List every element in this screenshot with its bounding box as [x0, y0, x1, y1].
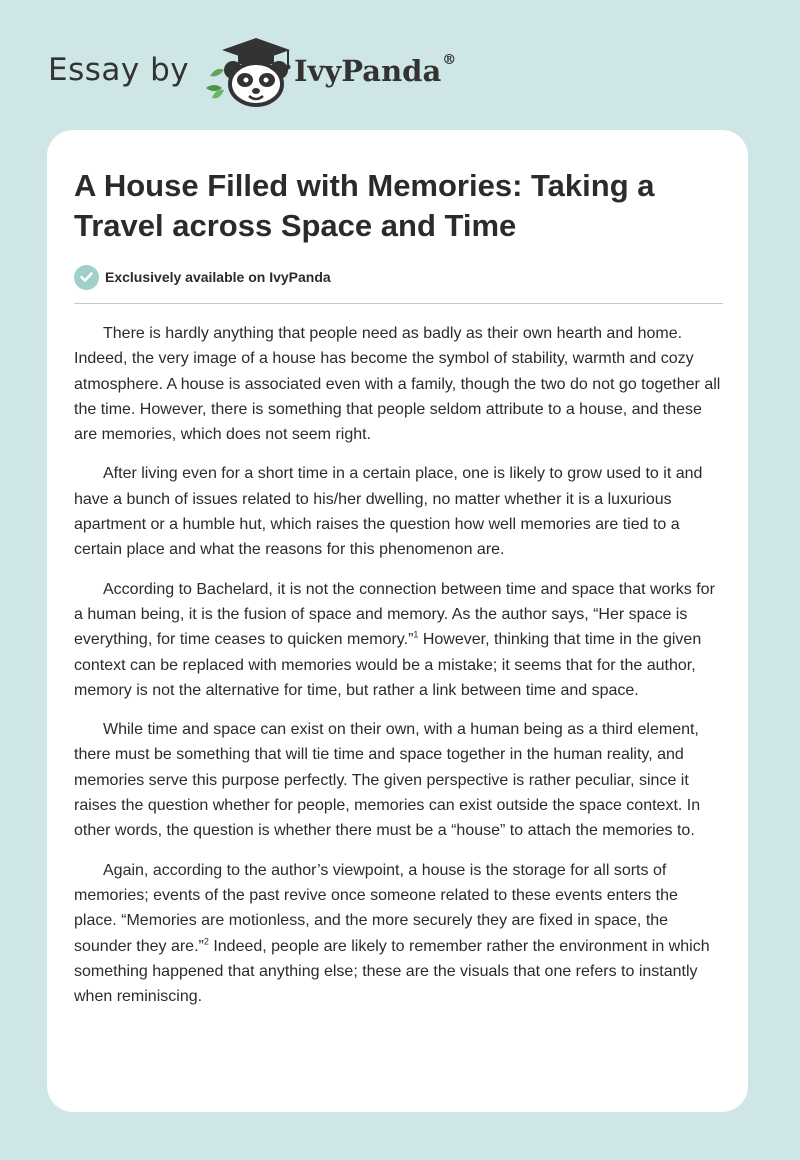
divider: [74, 303, 723, 304]
paragraph: While time and space can exist on their own, with a human being as a third element, there must be something that will tie time and space together in the human reality, and memories serve this purpose perfectly. The given perspective is rather peculiar, since it raises the question whether for people, memories can exist outside the space context. In other words, the question is whether there must be a “house” to attach the memories to.: [74, 721, 701, 840]
registered-mark: ®: [442, 52, 457, 68]
panda-logo-icon: [202, 36, 294, 108]
essay-card: [47, 130, 748, 1112]
check-icon: [74, 265, 99, 290]
footnote-ref[interactable]: 1: [413, 629, 419, 640]
essay-body: [74, 321, 725, 1023]
paragraph: There is hardly anything that people need as badly as their own hearth and home. Indeed, the very image of a house has become the symbol of stability, warmth and cozy atmosphere. A house is associated even with a family, though the two do not go together all the time. However, there is something that people seldom attribute to a house, and these are memories, which does not seem right.: [74, 325, 721, 444]
brand-name: IvyPanda®: [294, 52, 457, 88]
exclusive-badge: [74, 264, 331, 290]
badge-label: Exclusively available on IvyPanda: [105, 269, 331, 285]
paragraph: Again, according to the author’s viewpoint, a house is the storage for all sorts of memories; events of the past revive once someone related to these events enters the place. “Memories are motionless, and the more securely they are fixed in space, the sounder they are.”$^2$ Indeed, people are likely to remember rather the environment in which something happened that anything else; these are the visuals that one refers to instantly when reminiscing.: [74, 861, 710, 1006]
site-brand[interactable]: [48, 36, 468, 108]
paragraph: After living even for a short time in a certain place, one is likely to grow used to it and have a bunch of issues related to his/her dwelling, no matter whether it is a luxurious apartment or a humble hut, which raises the question how well memories are tied to a certain place and what the reasons for this phenomenon are.: [74, 465, 703, 559]
paragraph: According to Bachelard, it is not the connection between time and space that works for a human being, it is the fusion of space and memory. As the author says, “Her space is everything, for time ceases to quicken memory.”$^1$ However, thinking that time in the given context can be replaced with memories would be a mistake; it seems that for the author, memory is not the alternative for time, but rather a link between time and space.: [74, 580, 715, 699]
brand-prefix: Essay by: [48, 52, 190, 88]
footnote-ref[interactable]: 2: [203, 936, 209, 947]
essay-title: A House Filled with Memories: Taking a Travel across Space and Time: [74, 168, 655, 243]
